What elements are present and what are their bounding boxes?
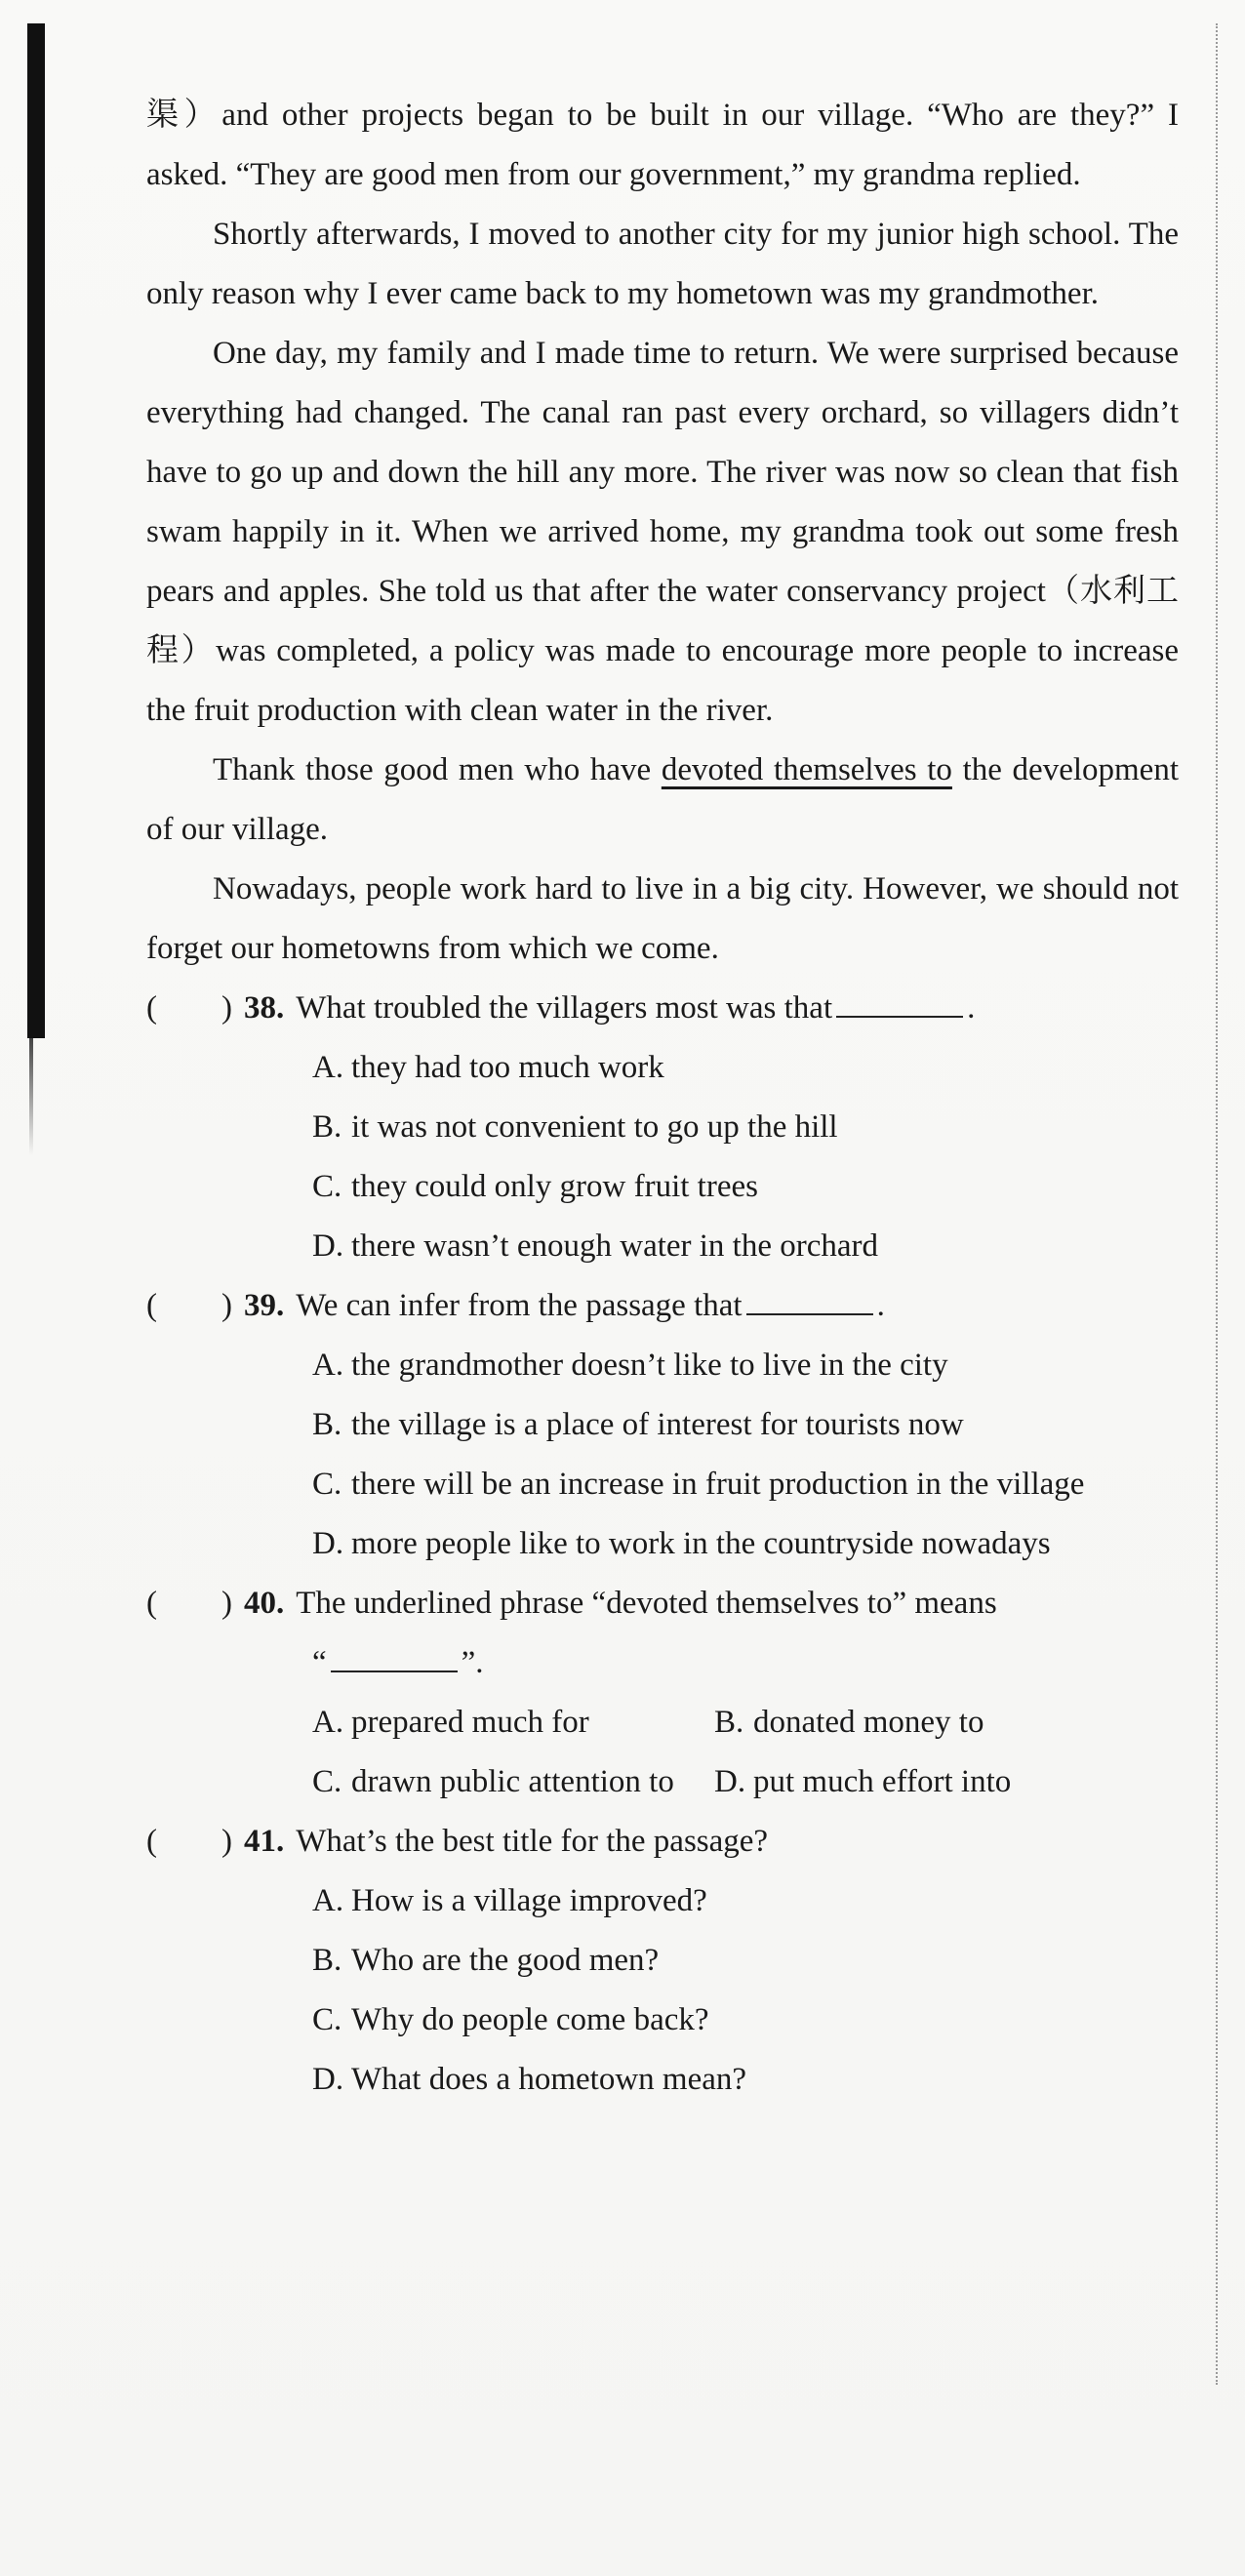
fill-blank-line (746, 1312, 873, 1315)
answer-blank[interactable]: ( ) (146, 1586, 232, 1621)
option-letter: C. (312, 2002, 342, 2037)
option-text: there wasn’t enough water in the orchard (351, 1228, 879, 1264)
option-letter: B. (312, 1407, 342, 1442)
option-d[interactable] (714, 1752, 1011, 1812)
option-text: more people like to work in the countryside nowadays (351, 1526, 1051, 1561)
option-letter: C. (312, 1467, 342, 1502)
question-38 (146, 979, 1179, 1276)
option-letter: A. (312, 1705, 344, 1740)
question-number: 41. (244, 1824, 285, 1859)
question-stem: What’s the best title for the passage? (296, 1824, 769, 1859)
option-d[interactable] (312, 1217, 1179, 1276)
passage-paragraph-5: Nowadays, people work hard to live in a big city. However, we should not forget our hometowns from which we come. (146, 871, 1179, 966)
question-stem: What troubled the villagers most was that (296, 990, 833, 1026)
binding-edge (27, 23, 45, 1038)
option-a[interactable] (312, 1872, 1179, 1931)
option-letter: A. (312, 1050, 344, 1085)
answer-blank[interactable]: ( ) (146, 990, 232, 1026)
option-letter: D. (312, 2062, 344, 2097)
question-41 (146, 1812, 1179, 2110)
option-a[interactable] (312, 1693, 714, 1752)
option-text: there will be an increase in fruit production in the village (351, 1467, 1085, 1502)
question-stem-end: . (876, 1288, 885, 1323)
option-letter: A. (312, 1348, 344, 1383)
underlined-phrase: devoted themselves to (661, 752, 952, 787)
question-stem-end: . (967, 990, 976, 1026)
option-b[interactable] (312, 1395, 1179, 1455)
option-a[interactable] (312, 1038, 1179, 1098)
option-d[interactable] (312, 1514, 1179, 1574)
question-stem-continuation (146, 1633, 1179, 1693)
dotted-margin-rule (1216, 23, 1218, 2385)
option-text: the grandmother doesn’t like to live in the city (351, 1348, 948, 1383)
passage-paragraph-4 (146, 741, 1179, 860)
option-letter: D. (714, 1764, 746, 1799)
option-a[interactable] (312, 1336, 1179, 1395)
option-d[interactable] (312, 2050, 1179, 2110)
option-c[interactable] (312, 1157, 1179, 1217)
question-number: 40. (244, 1586, 285, 1621)
option-letter: B. (312, 1109, 342, 1145)
options-row-1 (146, 1693, 1179, 1752)
open-quote: “ (312, 1645, 327, 1680)
question-number: 39. (244, 1288, 285, 1323)
option-b[interactable] (312, 1098, 1179, 1157)
option-text: they could only grow fruit trees (351, 1169, 758, 1204)
question-40 (146, 1574, 1179, 1812)
passage-paragraph-1: 渠）and other projects began to be built in our village. “Who are they?” I asked. “They are good men from our government,” my grandma replied. (146, 98, 1179, 192)
option-c[interactable] (312, 1455, 1179, 1514)
option-letter: B. (312, 1943, 342, 1978)
option-text: How is a village improved? (351, 1883, 707, 1918)
options-list (146, 1336, 1179, 1574)
option-text: it was not convenient to go up the hill (351, 1109, 838, 1145)
answer-blank[interactable]: ( ) (146, 1824, 232, 1859)
option-letter: C. (312, 1764, 342, 1799)
option-text: What does a hometown mean? (351, 2062, 747, 2097)
paragraph-4-end: the development of our village. (146, 752, 1179, 847)
option-letter: C. (312, 1169, 342, 1204)
option-c[interactable] (312, 1752, 714, 1812)
option-text: Who are the good men? (351, 1943, 660, 1978)
option-text: the village is a place of interest for tourists now (351, 1407, 964, 1442)
option-text: they had too much work (351, 1050, 664, 1085)
question-stem: The underlined phrase “devoted themselves to” means (296, 1586, 997, 1621)
option-text: prepared much for (351, 1705, 589, 1740)
options-list (146, 1872, 1179, 2110)
question-stem: We can infer from the passage that (296, 1288, 743, 1323)
paragraph-4-start: Thank those good men who have (213, 752, 662, 787)
option-letter: A. (312, 1883, 344, 1918)
option-b[interactable] (312, 1931, 1179, 1991)
option-text: put much effort into (753, 1764, 1012, 1799)
option-text: donated money to (753, 1705, 984, 1740)
question-39 (146, 1276, 1179, 1574)
question-stem-end: ”. (461, 1645, 484, 1680)
passage-paragraph-2: Shortly afterwards, I moved to another city for my junior high school. The only reason why I ever came back to my hometown was my grandmother. (146, 217, 1179, 311)
option-text: drawn public attention to (351, 1764, 674, 1799)
fill-blank-line (836, 1015, 963, 1018)
binding-edge-fade (29, 1038, 33, 1155)
options-row-2 (146, 1752, 1179, 1812)
passage-paragraph-3: One day, my family and I made time to return. We were surprised because everything had changed. The canal ran past every orchard, so villagers didn’t have to go up and down the hill any more. The river was now so clean that fish swam happily in it. When we arrived home, my grandma took out some fresh pears and apples. She told us that after the water conservancy project（水利工程）was completed, a policy was made to encourage more people to increase the fruit production with clean water in the river. (146, 336, 1179, 728)
option-b[interactable] (714, 1693, 984, 1752)
options-list (146, 1038, 1179, 1276)
option-letter: D. (312, 1228, 344, 1264)
answer-blank[interactable]: ( ) (146, 1288, 232, 1323)
option-c[interactable] (312, 1991, 1179, 2050)
option-text: Why do people come back? (351, 2002, 709, 2037)
question-number: 38. (244, 990, 285, 1026)
fill-blank-line (331, 1670, 458, 1672)
option-letter: B. (714, 1705, 744, 1740)
page-content (146, 86, 1179, 2110)
option-letter: D. (312, 1526, 344, 1561)
